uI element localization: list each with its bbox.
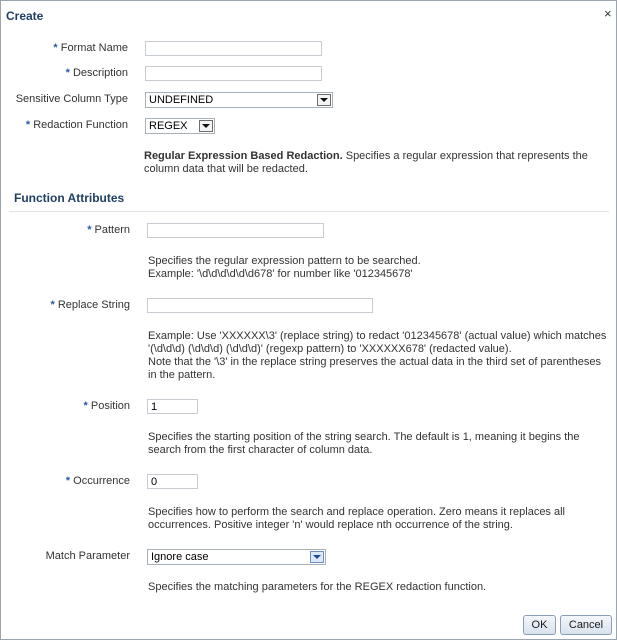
redaction-function-select[interactable] [145,118,215,134]
pattern-help: Specifies the regular expression pattern to be searched. Example: '\d\d\d\d\d\d678' for number like '012345678' [148,255,421,280]
regex-description [144,150,604,176]
pattern-label: * Pattern [87,224,130,236]
match-parameter-select[interactable] [147,549,326,565]
match-parameter-help: Specifies the matching parameters for the REGEX redaction function. [148,581,487,593]
pattern-input[interactable] [147,223,324,238]
redaction-function-label: * Redaction Function [25,119,128,131]
occurrence-label: * Occurrence [65,475,130,487]
function-attributes-heading: Function Attributes [14,191,125,205]
required-marker: * [53,42,58,54]
sensitive-column-type-value: UNDEFINED [149,94,214,106]
required-marker: * [50,299,55,311]
replace-string-help: Example: Use 'XXXXXX\3' (replace string) to redact '012345678' (actual value) which matches '(\d\d\d) (\d\d\d) (\d\d\d)' (regexp pattern) to 'XXXXXX678' (redacted value). Note that the '\3' in the replace string preserves the actual data in the third set of parentheses in the pattern. [148,330,607,381]
replace-string-input[interactable] [147,298,373,313]
dialog-title: Create [6,9,44,23]
chevron-down-icon[interactable] [199,120,213,132]
regex-description-title: Regular Expression Based Redaction. [144,150,343,162]
description-label: * Description [65,67,128,79]
description-input[interactable] [145,66,322,81]
chevron-down-icon[interactable] [310,551,324,563]
position-input[interactable] [147,399,198,414]
position-help: Specifies the starting position of the string search. The default is 1, meaning it begins the search from the first character of column data. [148,431,580,456]
chevron-down-icon[interactable] [317,94,331,106]
section-divider [9,211,609,212]
position-label: * Position [83,400,130,412]
replace-string-label: * Replace String [50,299,130,311]
sensitive-column-type-label: Sensitive Column Type [15,93,128,105]
ok-button[interactable]: OK [523,615,556,635]
required-marker: * [65,67,70,79]
required-marker: * [65,475,71,487]
required-marker: * [25,119,31,131]
required-marker: * [87,224,92,236]
sensitive-column-type-select[interactable] [145,92,333,108]
occurrence-help: Specifies how to perform the search and replace operation. Zero means it replaces all occurrences. Positive integer 'n' would replace nth occurrence of the string. [148,506,565,531]
cancel-button[interactable]: Cancel [560,615,612,635]
regex-description-text: Specifies a regular expression that represents the column data that will be redacted. [144,150,588,175]
match-parameter-value: Ignore case [151,551,209,563]
match-parameter-label: Match Parameter [45,550,130,562]
format-name-input[interactable] [145,41,322,56]
format-name-label: * Format Name [53,42,128,54]
required-marker: * [83,400,88,412]
close-icon[interactable]: × [604,6,612,21]
occurrence-input[interactable] [147,474,198,489]
redaction-function-value: REGEX [149,120,188,132]
